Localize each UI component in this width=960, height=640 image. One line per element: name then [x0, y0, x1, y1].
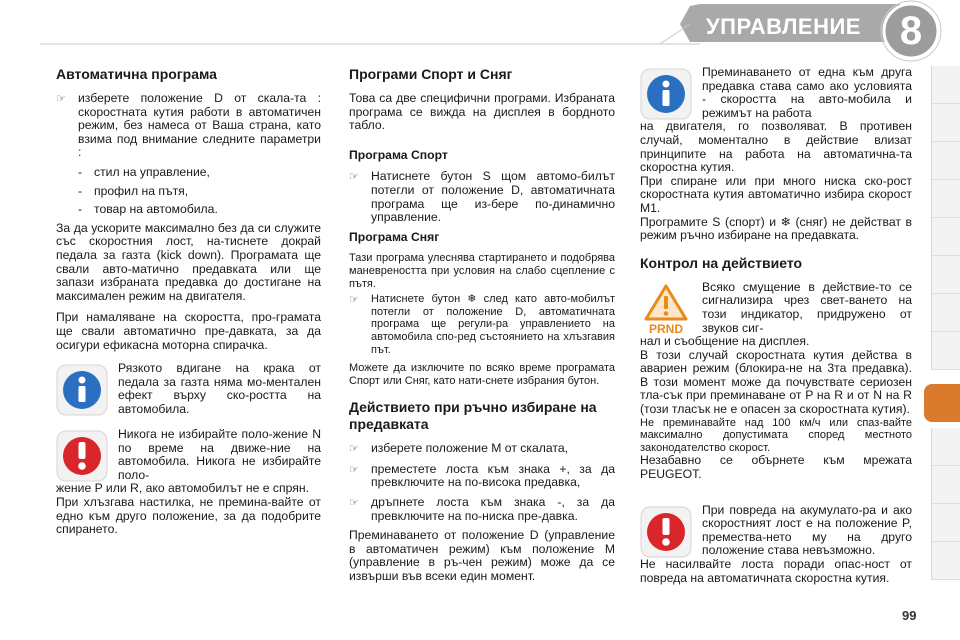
chapter-tab-12[interactable] [931, 504, 960, 542]
chapter-tab-10[interactable] [931, 428, 960, 466]
chapter-tab-active[interactable] [924, 384, 960, 422]
battery-warning-note: При повреда на акумулато-ра и ако скоростният лост е на положение P, премества-нето му на друго положение става невъзможно. Не насилвайте лоста поради опас-ност от повреда на автоматичната скоростна кутия. [640, 502, 912, 585]
warning-icon [640, 506, 692, 558]
prnd-warning-note: PRND Всяко смущение в действие-то се сигнализира чрез свет-ването на този индикатор, придружено от звуков сиг- нал и съобщение на дисплея. В този случай скоростната кутия действа в авариен режим (блокира-не на 3та предавка). В този момент може да почувствате сериозен тла-сък при преминаване от P на R и от N на R (този тласък не е опасен за скоростната кутия). Не преминавайте над 100 км/ч или спаз-вайте максимално допустимата според местното законодателство скорост. Незабавно се обърнете към мрежата PEUGEOT. [640, 279, 912, 482]
heading-manual-selection: Действието при ръчно избиране на предавката [349, 399, 597, 433]
bullet-shift-down: ☞ дръпнете лоста към знака -, за да превключите на по-ниска пре-давка. [349, 495, 615, 523]
heading-snow-program: Програма Сняг [349, 229, 440, 244]
chapter-tab-13[interactable] [931, 542, 960, 580]
paragraph-switch-off: Можете да изключите по всяко време програмата Спорт или Сняг, като нати-снете избрания бутон. [349, 362, 615, 387]
paragraph-snow-intro: Тази програма улеснява стартирането и подобрява маневреността при условия на слабо сцепление с пътя. [349, 252, 615, 290]
bullet-snow: ☞ Натиснете бутон ❄ след като авто-мобилът потегли от положение D, автоматичната програма ще регули-ра управлението на автомобила спо-ред състоянието на хлъзгавия път. [349, 293, 615, 356]
dash-item: - товар на автомобила. [78, 202, 218, 217]
heading-automatic-program: Автоматична програма [56, 66, 217, 82]
info-note-gear-change: Преминаването от една към друга предавка става само ако условията - скоростта на авто-мобила и режимът на работа на двигателя, го позволяват. В противен случай, моментално в действие влизат принципите на работа на автоматична-та скоростна кутия. При спиране или при много ниска ско-рост скоростната кутия автоматично избира скорост M1. Програмите S (спорт) и ❄ (сняг) не действат в режим ръчно избиране на предавката. [640, 65, 912, 243]
chapter-tab-2[interactable] [931, 104, 960, 142]
paragraph-d-to-m: Преминаването от положение D (управление в автоматичен режим) към положение M (управление в ръ-чен режим) може да се извърши във всеки един момент. [349, 528, 615, 584]
pointing-hand-icon: ☞ [349, 443, 359, 456]
pointing-hand-icon: ☞ [349, 497, 359, 510]
heading-sport-snow: Програми Спорт и Сняг [349, 66, 513, 82]
page-number: 99 [902, 608, 917, 623]
pointing-hand-icon: ☞ [56, 93, 66, 105]
info-icon [56, 364, 108, 416]
heading-control: Контрол на действието [640, 254, 803, 271]
bullet-select-m: ☞ изберете положение M от скалата, [349, 441, 568, 456]
bullet-select-d: ☞ изберете положение D от скала-та : скоростната кутия работи в автоматичен режим, без намеса от Ваша страна, като взима под внимание следните параметри : [56, 91, 321, 160]
paragraph-programs-intro: Това са две специфични програми. Избраната програма се вижда на дисплея в бордното табло. [349, 91, 615, 133]
chapter-tab-6[interactable] [931, 256, 960, 294]
info-icon [640, 68, 692, 120]
column-automatic-program [56, 66, 321, 545]
warning-note: Никога не избирайте поло-жение N по време на движе-ние на автомобила. Никога не избирайте поло- жение P или R, ако автомобилът не е спрян. При хлъзгава настилка, не премина-вайте от едно към друго положение, за да подобрите спирането. [56, 427, 321, 537]
paragraph-kickdown: За да ускорите максимално без да си служите със скоростния лост, на-тиснете докрай педала за газта (kick down). Програмата ще свали авто-матично предавката или ще запази избраната предавка до достигане на максимален режим на двигателя. [56, 220, 321, 303]
chapter-tab-1[interactable] [931, 66, 960, 104]
svg-text:PRND: PRND [648, 321, 684, 335]
chapter-tab-11[interactable] [931, 466, 960, 504]
pointing-hand-icon: ☞ [349, 171, 359, 184]
chapter-number-badge: 8 [899, 9, 923, 53]
column-control [640, 66, 912, 593]
pointing-hand-icon: ☞ [349, 294, 359, 307]
chapter-tab-7[interactable] [931, 294, 960, 332]
bullet-shift-up: ☞ преместете лоста към знака +, за да превключите на по-висока предавка, [349, 461, 615, 490]
chapter-tab-8[interactable] [931, 332, 960, 370]
paragraph-engine-brake: При намаляване на скоростта, про-грамата ще свали автоматично пре-давката, за да осигури ефикасна моторна спирачка. [56, 310, 321, 352]
dash-item: - стил на управление, [78, 164, 210, 179]
column-sport-snow [349, 66, 615, 592]
chapter-tab-3[interactable] [931, 142, 960, 180]
chapter-title: УПРАВЛЕНИЕ [706, 14, 861, 39]
pointing-hand-icon: ☞ [349, 463, 359, 476]
bullet-sport: ☞ Натиснете бутон S щом автомо-билът потегли от положение D, автоматичната програма ще из-бере по-динамично управление. [349, 169, 615, 225]
prnd-warning-icon [640, 283, 692, 335]
chapter-tab-4[interactable] [931, 180, 960, 218]
heading-sport-program: Програма Спорт [349, 147, 448, 162]
dash-item: - профил на пътя, [78, 183, 189, 198]
chapter-tab-5[interactable] [931, 218, 960, 256]
warning-icon [56, 430, 108, 482]
info-note: Рязкото вдигане на крака от педала за газта няма мо-ментален ефект върху ско-ростта на автомобила. [56, 362, 321, 418]
